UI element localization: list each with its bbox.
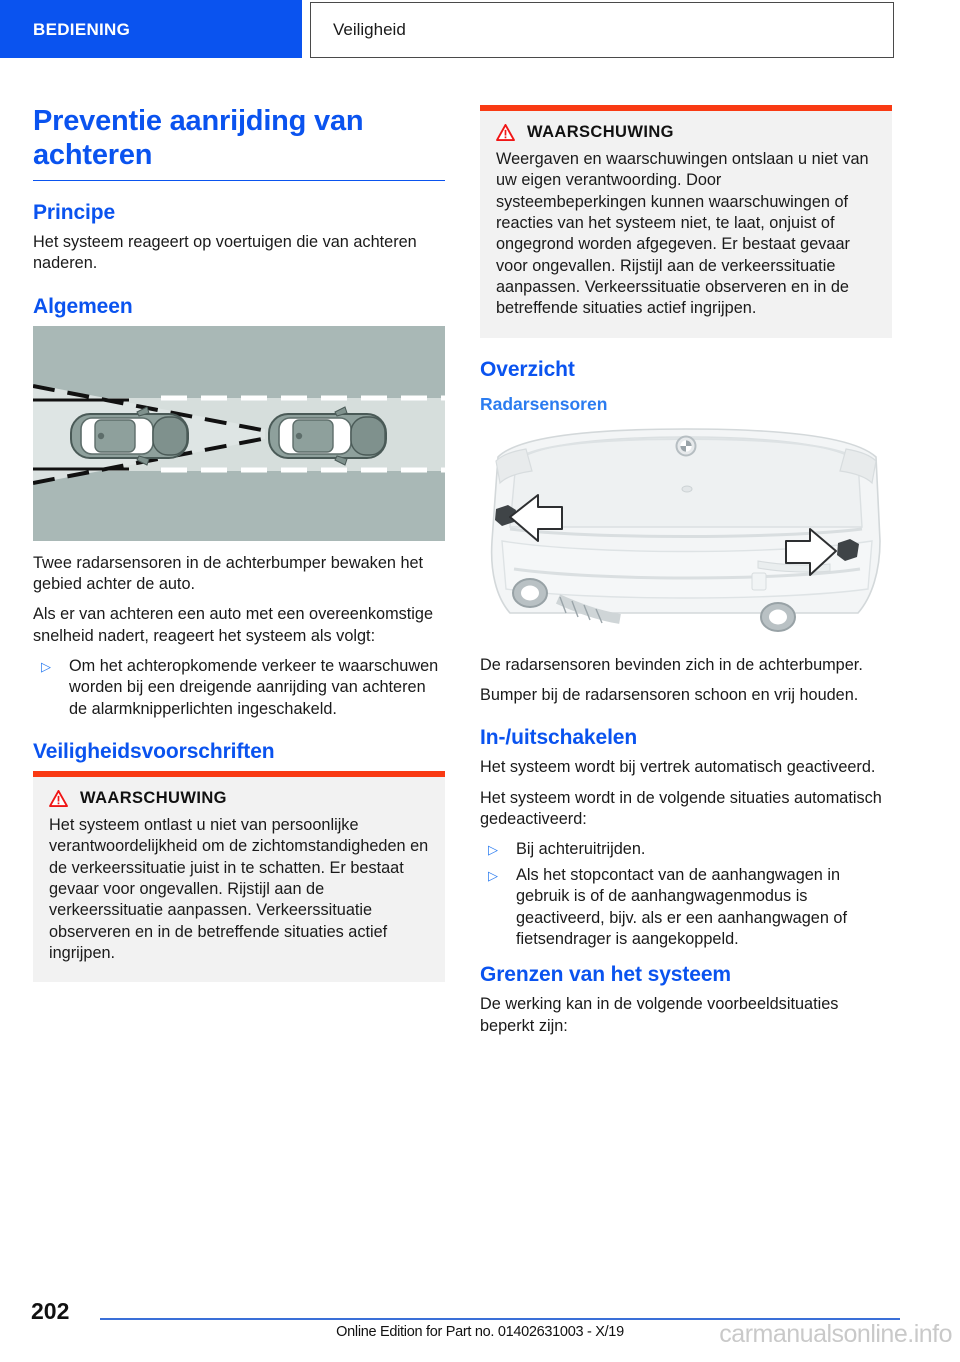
paragraph-inuit-2: Het systeem wordt in de volgende situaties automatisch gedeactiveerd: <box>480 788 882 829</box>
paragraph-grenzen-1: De werking kan in de volgende voorbeeldsituaties beperkt zijn: <box>480 995 839 1035</box>
figure-rear-bumper <box>480 421 892 643</box>
figure-lane-overtaking <box>33 326 445 541</box>
page-header <box>0 0 960 62</box>
warning-triangle-icon <box>496 124 515 141</box>
warning-box-title: WAARSCHUWING <box>80 788 227 807</box>
page-title-rule <box>33 180 445 181</box>
left-column <box>33 105 445 982</box>
heading-overzicht: Overzicht <box>480 357 575 381</box>
list-item <box>480 839 892 860</box>
list-item-text: Als het stopcontact van de aanhangwagen in gebruik is of de aanhangwagenmodus is geactiveerd, bijv. als er een aanhangwagen of fietsendrager is aangekoppeld. <box>516 865 847 948</box>
paragraph-radar-1: De radarsensoren bevinden zich in de achterbumper. <box>480 655 863 674</box>
header-chapter-label: BEDIENING <box>33 20 131 39</box>
heading-radarsensoren: Radarsensoren <box>480 393 608 414</box>
footer-edition-note: Online Edition for Part no. 01402631003 - X/19 <box>336 1324 624 1340</box>
header-section-tab[interactable] <box>310 2 894 58</box>
car-top-view-left <box>71 407 188 465</box>
heading-principe: Principe <box>33 200 116 224</box>
heading-in-uitschakelen: In-/uitschakelen <box>480 726 638 750</box>
paragraph-principe: Het systeem reageert op voertuigen die van achteren naderen. <box>33 232 417 273</box>
rear-bumper-radar-sensors-illustration <box>480 421 892 643</box>
watermark: carmanualsonline.info <box>719 1320 952 1348</box>
list-item-text: Om het achteropkomende verkeer te waarschuwen worden bij een dreigende aanrijding van achteren de alarmknipperlichten ingeschakeld. <box>69 656 439 718</box>
brand-emblem <box>677 436 696 455</box>
page-title: Preventie aanrijding van achteren <box>33 105 364 171</box>
lane-overtaking-illustration <box>33 326 445 541</box>
heading-algemeen: Algemeen <box>33 294 133 318</box>
paragraph-algemeen-1: Twee radarsensoren in de achterbumper bewaken het gebied achter de auto. <box>33 553 424 593</box>
warning-box-left <box>33 771 445 982</box>
header-chapter-tab[interactable] <box>0 0 302 58</box>
list-item <box>33 656 445 720</box>
warning-box-text: Weergaven en waarschuwingen ontslaan u niet van uw eigen verantwoording. Door systeembeperkingen kunnen waarschuwingen of reacties van het systeem niet, te laat, onjuist of ongegrond worden afgegeven. Er bestaat gevaar voor ongevallen. Rijstijl aan de verkeerssituatie aanpassen. Verkeerssituatie observeren en in de betreffende situaties actief ingrijpen. <box>496 150 869 318</box>
heading-veiligheidsvoorschriften: Veiligheidsvoorschriften <box>33 739 275 763</box>
car-top-view-right <box>269 407 386 465</box>
heading-grenzen: Grenzen van het systeem <box>480 963 731 987</box>
bullet-arrow-icon: ▷ <box>488 842 498 858</box>
warning-box-title: WAARSCHUWING <box>527 123 674 141</box>
warning-box-header <box>49 789 429 808</box>
bullet-arrow-icon: ▷ <box>41 658 51 674</box>
right-column <box>480 105 892 1037</box>
paragraph-radar-2: Bumper bij de radarsensoren schoon en vrij houden. <box>480 686 859 705</box>
paragraph-inuit-1: Het systeem wordt bij vertrek automatisch geactiveerd. <box>480 758 876 777</box>
page-number: 202 <box>31 1298 70 1324</box>
header-section-label: Veiligheid <box>333 20 406 39</box>
page-footer <box>0 1290 960 1362</box>
warning-triangle-icon <box>49 790 68 807</box>
warning-box-text: Het systeem ontlast u niet van persoonlijke verantwoordelijkheid om de zichtomstandigheden en de verkeerssituatie juist in te schatten. Er bestaat gevaar voor ongevallen. Rijstijl aan de verkeerssituatie aanpassen. Verkeerssituatie observeren en in de betreffende situaties actief ingrijpen. <box>49 815 429 962</box>
paragraph-algemeen-2: Als er van achteren een auto met een overeenkomstige snelheid nadert, reageert het systeem als volgt: <box>33 605 434 645</box>
list-item-text: Bij achteruitrijden. <box>516 840 646 859</box>
warning-box-header <box>496 123 876 142</box>
list-item <box>480 865 892 950</box>
warning-box-right <box>480 105 892 338</box>
bullet-arrow-icon: ▷ <box>488 867 498 883</box>
